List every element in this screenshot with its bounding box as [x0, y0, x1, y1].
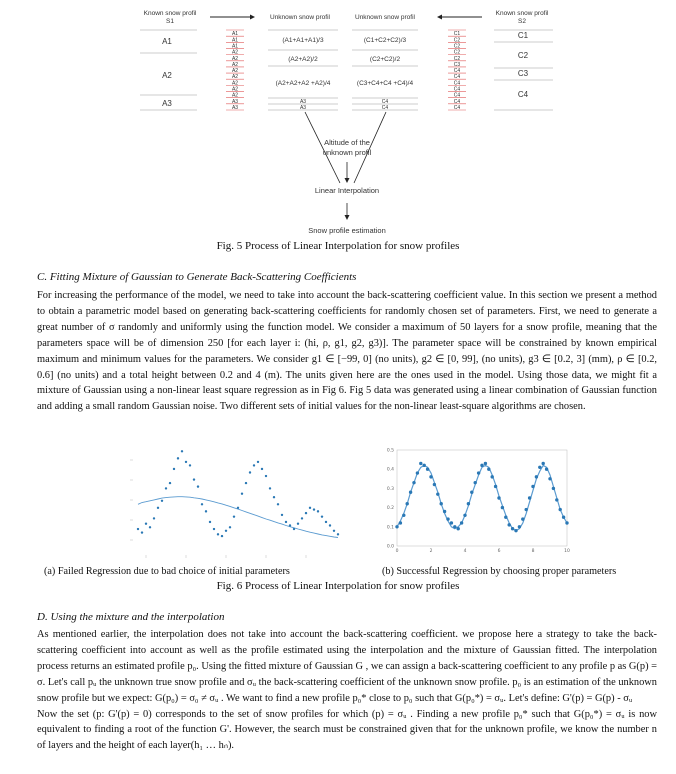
x-tick-label: 0	[395, 549, 399, 554]
data-point	[269, 487, 271, 489]
y-tick-label: 0.3	[386, 486, 394, 492]
data-point	[285, 521, 287, 523]
left-cell-label: A2	[231, 92, 239, 99]
header-known-s1-line1: Known snow profil	[143, 10, 197, 17]
data-point	[443, 510, 446, 513]
right-cell-label: C2	[453, 43, 461, 50]
s2-column	[494, 30, 553, 110]
data-point	[185, 461, 187, 463]
data-point	[229, 526, 231, 528]
left-cell-label: A1	[231, 37, 239, 44]
unknown-right-value-2: (C2+C2)/2	[369, 56, 401, 63]
data-point	[399, 521, 402, 524]
chart-b-successful-regression	[373, 446, 573, 558]
data-point	[161, 500, 163, 502]
fit-line	[138, 497, 338, 538]
data-point	[145, 523, 147, 525]
data-point	[562, 516, 565, 519]
left-cell-label: A2	[231, 74, 239, 81]
data-point	[450, 521, 453, 524]
data-point	[181, 450, 183, 452]
section-d-heading: D. Using the mixture and the interpolation	[37, 611, 225, 623]
s2-layer-c4: C4	[517, 90, 529, 99]
section-d-paragraph	[37, 627, 657, 754]
x-tick-label: 8	[531, 549, 535, 554]
data-point	[237, 507, 239, 509]
left-cell-label: A2	[231, 86, 239, 93]
data-point	[484, 462, 487, 465]
data-point	[209, 521, 211, 523]
data-point	[309, 507, 311, 509]
data-point	[542, 462, 545, 465]
data-point	[508, 523, 511, 526]
arrow-down-icon	[345, 162, 350, 183]
data-point	[552, 487, 555, 490]
left-cell-label: A2	[231, 68, 239, 75]
left-cell-label: A1	[231, 43, 239, 50]
data-point	[436, 492, 439, 495]
data-point	[165, 487, 167, 489]
fit-line	[397, 465, 567, 530]
x-tick-label: 4	[463, 549, 467, 554]
x-tick-label: 6	[497, 549, 501, 554]
right-cell-label: C4	[453, 92, 461, 99]
data-point	[337, 533, 339, 535]
data-point	[538, 466, 541, 469]
data-point	[528, 496, 531, 499]
header-unknown-left: Unknown snow profil	[270, 14, 330, 21]
snow-profile-estimation-label: Snow profile estimation	[308, 226, 386, 235]
s1-layer-a2: A2	[162, 71, 172, 80]
data-point	[313, 508, 315, 510]
data-point	[297, 523, 299, 525]
data-point	[225, 530, 227, 532]
data-point	[545, 468, 548, 471]
section-d-p2: Now the set (p: G'(p) = 0) corresponds to the set of snow profiles for which (p) = σᵤ . Finding a new profile p₀* such that G(p₀*) = σᵤ is now equivalent to finding a root of the function G'. However, the search must be constrained given that for the unknown profile, we know the number n of layers and the height of each layer(h₁ … hₙ).	[37, 708, 657, 752]
data-point	[321, 515, 323, 517]
data-point	[201, 503, 203, 505]
unknown-left-value-4: A3	[299, 99, 307, 105]
fig5-diagram	[0, 0, 676, 240]
right-cell-label: C2	[453, 37, 461, 44]
data-point	[277, 503, 279, 505]
data-point	[412, 481, 415, 484]
chart-a-failed-regression	[126, 440, 346, 562]
header-known-s1-line2: S1	[166, 18, 174, 25]
data-point	[253, 464, 255, 466]
data-point	[169, 482, 171, 484]
right-cell-column	[448, 30, 466, 111]
y-tick-label: 0.5	[386, 448, 394, 454]
right-cell-label: C4	[453, 98, 461, 105]
left-cell-label: A3	[231, 105, 239, 111]
right-cell-label: C4	[453, 86, 461, 93]
data-point	[205, 510, 207, 512]
y-tick-label: 0.1	[386, 525, 394, 531]
section-c-text: For increasing the performance of the model, we need to take into account the back-scattering coefficient value. In this section we present a method to obtain a parametric model based on generating back-scattering coefficients for randomly chosen set of parameters. First, we need to generate a great number of σ randomly and uniformly using the function model. We consider a maximum of 50 layers for a snow profile, meaning that the parameters space will be of dimension 250 [for each layer i: (hi, ρ, g1, g2, g3)]. The parameter space will be constrained by known empirical maximum and minimum values for the parameters. We consider g1 ∈ [−99, 0] (no units), g2 ∈ [0, 99], (no units), g3 ∈ [0.2, 3] (mm), ρ ∈ [0.2, 0.6] (no units) and a total height between 0.2 and 4 (m). The units given here are the ones used in the model. Using those data, we might fit a mixture of Gaussian using a non-linear least square regression as in Fig 6. Fig 5 data was generated using a linear combination of Gaussian function and adding a small random Gaussian noise. Two different sets of initial values for the non-linear least-square algorithms are chosen.	[37, 290, 657, 413]
s2-layer-c3: C3	[517, 69, 529, 78]
unknown-left-column	[268, 30, 338, 111]
data-point	[197, 485, 199, 487]
header-known-s2-line1: Known snow profil	[495, 10, 549, 17]
data-point	[305, 512, 307, 514]
y-tick-label: 0.2	[386, 506, 394, 512]
data-point	[518, 525, 521, 528]
data-point	[457, 527, 460, 530]
right-cell-label: C4	[453, 74, 461, 81]
data-point	[494, 485, 497, 488]
data-point	[273, 496, 275, 498]
data-point	[535, 475, 538, 478]
data-point	[559, 508, 562, 511]
data-point	[548, 477, 551, 480]
data-point	[453, 525, 456, 528]
right-cell-label: C3	[453, 61, 461, 68]
left-cell-label: A2	[231, 49, 239, 56]
linear-interpolation-label: Linear Interpolation	[314, 186, 380, 195]
x-tick-label: 10	[564, 549, 570, 554]
right-cell-label: C4	[453, 68, 461, 75]
data-point	[474, 481, 477, 484]
right-cell-label: C2	[453, 49, 461, 56]
data-point	[467, 502, 470, 505]
data-point	[333, 530, 335, 532]
unknown-left-value-2: (A2+A2)/2	[288, 56, 318, 63]
data-point	[261, 468, 263, 470]
data-point	[477, 471, 480, 474]
altitude-label-line1: Altitude of the	[324, 138, 370, 147]
data-point	[433, 483, 436, 486]
data-point	[301, 517, 303, 519]
data-point	[137, 528, 139, 530]
data-point	[429, 475, 432, 478]
data-point	[293, 528, 295, 530]
x-tick-label: 2	[429, 549, 433, 554]
y-tick-label: 0.0	[386, 544, 394, 550]
data-point	[555, 498, 558, 501]
right-cell-label: C2	[453, 55, 461, 62]
data-point	[245, 482, 247, 484]
data-point	[241, 493, 243, 495]
left-cell-label: A2	[231, 80, 239, 87]
s2-layer-c2: C2	[517, 51, 529, 60]
unknown-left-value-3: (A2+A2+A2 +A2)/4	[275, 80, 331, 87]
data-point	[249, 471, 251, 473]
data-point	[157, 507, 159, 509]
left-cell-column	[226, 30, 244, 111]
data-point	[463, 514, 466, 517]
left-cell-label: A3	[231, 98, 239, 105]
left-cell-label: A2	[231, 61, 239, 68]
data-point	[460, 521, 463, 524]
data-point	[409, 491, 412, 494]
fig6-caption-b: (b) Successful Regression by choosing proper parameters	[382, 566, 617, 577]
s1-column	[140, 30, 197, 110]
header-unknown-right: Unknown snow profil	[355, 14, 415, 21]
section-d-p1: As mentioned earlier, the interpolation does not take into account the back-scattering coefficient. we propose here a strategy to take the back-scattering coefficient into account as well as the profile estimated using the interpolation and the mixture of Gaussian fitted. The interpolation process returns an estimated profile p₀. Using the fitted mixture of Gaussian G , we can assign a back-scattering coefficient to any profile p as G(p) = σ. Let's call pᵤ the unknown true snow profile and σᵤ the back-scattering coefficient of the unknown snow profile. p₀ is an estimation of the unknown snow profile but we expect: G(p₀) = σ₀ ≠ σᵤ . We want to find a new profile p₀* close to p₀ such that G(p₀*) = σᵤ. Let's define: G'(p) = G(p) - σᵤ	[37, 629, 657, 704]
data-point	[177, 457, 179, 459]
data-point	[416, 471, 419, 474]
unknown-right-value-3: (C3+C4+C4 +C4)/4	[356, 80, 414, 87]
unknown-left-value-5: A3	[299, 105, 307, 111]
unknown-right-value-5: C4	[381, 105, 389, 111]
section-c-paragraph	[37, 288, 657, 415]
data-point	[233, 515, 235, 517]
unknown-left-value-1: (A1+A1+A1)/3	[282, 37, 324, 44]
y-tick-label: 0.4	[386, 467, 394, 473]
data-point	[173, 468, 175, 470]
data-point	[446, 517, 449, 520]
data-point	[470, 491, 473, 494]
data-point	[193, 478, 195, 480]
data-point	[289, 524, 291, 526]
data-point	[217, 533, 219, 535]
s1-layer-a3: A3	[162, 99, 172, 108]
data-point	[531, 485, 534, 488]
data-point	[487, 468, 490, 471]
data-point	[491, 475, 494, 478]
data-point	[419, 462, 422, 465]
right-cell-label: C1	[453, 31, 461, 38]
data-point	[281, 514, 283, 516]
data-point	[213, 528, 215, 530]
data-point	[325, 521, 327, 523]
section-c-heading: C. Fitting Mixture of Gaussian to Generate Back-Scattering Coefficients	[37, 271, 357, 283]
data-point	[402, 514, 405, 517]
altitude-label-line2: unknown profil	[322, 148, 372, 157]
data-point	[221, 535, 223, 537]
data-point	[395, 525, 398, 528]
right-cell-label: C4	[453, 80, 461, 87]
data-point	[511, 527, 514, 530]
unknown-right-column	[352, 30, 418, 111]
data-point	[480, 464, 483, 467]
data-point	[521, 517, 524, 520]
data-point	[497, 496, 500, 499]
data-point	[149, 526, 151, 528]
header-known-s2-line2: S2	[518, 18, 526, 25]
data-point	[141, 531, 143, 533]
right-cell-label: C4	[453, 105, 461, 111]
data-point	[189, 464, 191, 466]
data-point	[265, 475, 267, 477]
data-point	[514, 529, 517, 532]
data-point	[329, 524, 331, 526]
data-point	[153, 517, 155, 519]
data-point	[406, 502, 409, 505]
data-point	[504, 516, 507, 519]
s1-layer-a1: A1	[162, 37, 172, 46]
arrow-right-icon	[210, 15, 255, 20]
left-cell-label: A1	[231, 31, 239, 38]
unknown-right-value-4: C4	[381, 99, 389, 105]
fig6-caption-a: (a) Failed Regression due to bad choice of initial parameters	[44, 566, 290, 577]
fig5-caption: Fig. 5 Process of Linear Interpolation for snow profiles	[216, 240, 460, 252]
data-point	[257, 461, 259, 463]
fig6-caption: Fig. 6 Process of Linear Interpolation for snow profiles	[216, 580, 460, 592]
arrow-down-icon	[345, 203, 350, 220]
data-point	[565, 521, 568, 524]
data-point	[317, 510, 319, 512]
arrow-left-icon	[437, 15, 482, 20]
data-point	[525, 508, 528, 511]
data-point	[501, 506, 504, 509]
data-point	[426, 468, 429, 471]
unknown-right-value-1: (C1+C2+C2)/3	[363, 37, 407, 44]
data-point	[440, 502, 443, 505]
s2-layer-c1: C1	[517, 31, 529, 40]
left-cell-label: A2	[231, 55, 239, 62]
data-point	[423, 464, 426, 467]
